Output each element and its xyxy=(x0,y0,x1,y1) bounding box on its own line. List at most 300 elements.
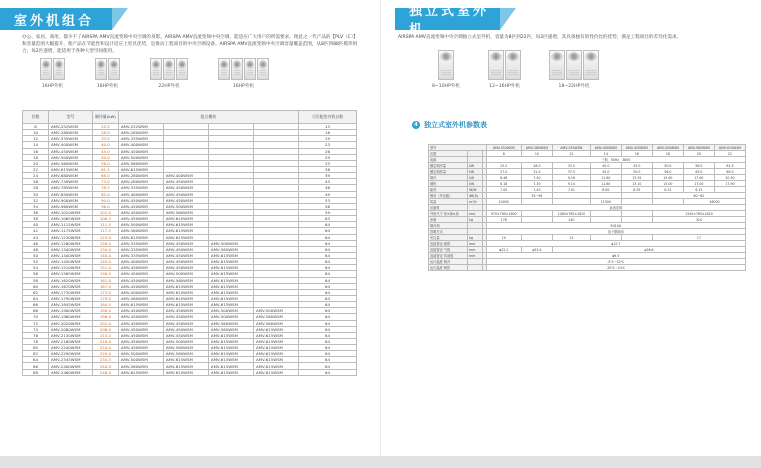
table-cell: AMV-450WSM xyxy=(163,197,208,203)
table-cell: AMV-615WSM xyxy=(208,369,253,375)
table-cell: 64 xyxy=(299,222,357,228)
spec-cell: 50.0 xyxy=(621,169,652,175)
spec-cell: 20 xyxy=(683,151,714,157)
table-cell: 70 xyxy=(23,314,49,320)
table-cell: AMV-1730WSM xyxy=(49,289,93,295)
table-cell: 246.0 xyxy=(93,369,119,375)
table-cell: AMV-450WSM xyxy=(118,148,163,154)
spec-cell: 10000 xyxy=(486,199,521,205)
spec-cell: 178 xyxy=(486,217,521,223)
table-cell: AMV-450WSM xyxy=(118,332,163,338)
table-cell: AMV-615WSM xyxy=(208,302,253,308)
table-cell: AMV-1400WSM xyxy=(49,252,93,258)
table-cell: AMV-560WSM xyxy=(253,320,298,326)
table-cell: AMV-560WSM xyxy=(163,345,208,351)
table-cell: AMV-500WSM xyxy=(208,308,253,314)
spec-cell: 风量 xyxy=(429,199,468,205)
table-cell: AMV-2240WSM xyxy=(49,345,93,351)
table-cell: AMV-560WSM xyxy=(253,314,298,320)
table-cell: AMV-450WSM xyxy=(118,265,163,271)
table-cell: 64 xyxy=(299,252,357,258)
spec-cell: 6.35 xyxy=(621,187,652,193)
table-cell: 96.0 xyxy=(93,203,119,209)
table-cell: AMV-500WSM xyxy=(118,222,163,228)
table-cell: 64 xyxy=(299,345,357,351)
table-cell: AMV-615WSM xyxy=(208,363,253,369)
spec-cell: kW xyxy=(468,169,483,175)
spec-cell: 充注量 xyxy=(429,235,468,241)
table-cell: AMV-335WSM xyxy=(49,136,93,142)
right-page-title: 独立式室外机 xyxy=(395,8,500,30)
left-unit-row xyxy=(40,58,277,89)
table-cell: AMV-615WSM xyxy=(208,332,253,338)
table-cell: AMV-450WSM xyxy=(118,326,163,332)
spec-cell: mm xyxy=(468,247,483,253)
spec-cell: 外形尺寸 宽×深×高 xyxy=(429,211,468,217)
table-cell: 50 xyxy=(23,252,49,258)
outdoor-unit-image xyxy=(150,58,188,80)
table-cell: AMV-560WSM xyxy=(118,160,163,166)
table-cell: AMV-1900WSM xyxy=(49,308,93,314)
table-cell: AMV-1280WSM xyxy=(49,240,93,246)
table-cell: 218.0 xyxy=(93,338,119,344)
table-cell: 48 xyxy=(23,246,49,252)
table-cell: AMV-615WSM xyxy=(163,222,208,228)
table-cell: AMV-400WSM xyxy=(118,191,163,197)
spec-cell: 6.15 xyxy=(652,187,683,193)
spec-cell: 电子膨胀阀 xyxy=(486,229,745,235)
spec-cell: mm xyxy=(468,211,483,217)
table-cell: AMV-2460WSM xyxy=(49,369,93,375)
table-cell: AMV-615WSM xyxy=(163,216,208,222)
table-cell: AMV-450WSM xyxy=(163,326,208,332)
table-cell: AMV-615WSM xyxy=(163,302,208,308)
table-cell: AMV-615WSM xyxy=(253,363,298,369)
table-cell: AMV-252WSM xyxy=(49,124,93,130)
spec-cell: 三相、50Hz、380V xyxy=(486,157,745,163)
spec-cell: 324 xyxy=(652,217,745,223)
spec-cell: 50.0 xyxy=(652,163,683,169)
spec-model-header: AMV-450WSM xyxy=(621,145,652,151)
table-cell: 68 xyxy=(23,308,49,314)
table-cell: AMV-615WSM xyxy=(163,357,208,363)
table-cell: AMV-615WSM xyxy=(163,234,208,240)
table-cell: 202.0 xyxy=(93,320,119,326)
column-header: 匹数 xyxy=(23,111,49,124)
table-cell: AMV-1790WSM xyxy=(49,295,93,301)
spec-cell: 40.0 xyxy=(590,163,621,169)
table-cell: AMV-1010WSM xyxy=(49,209,93,215)
table-cell: 16 xyxy=(299,130,357,136)
table-cell: 101.0 xyxy=(93,209,119,215)
spec-cell: dB(A) xyxy=(468,193,483,199)
unit-card xyxy=(488,50,521,89)
spec-cell: 25.2 xyxy=(486,163,521,169)
table-cell: AMV-615WSM xyxy=(253,357,298,363)
spec-cell: 17 xyxy=(652,235,745,241)
table-cell: 56 xyxy=(23,271,49,277)
table-cell: AMV-450WSM xyxy=(118,345,163,351)
table-cell: AMV-450WSM xyxy=(118,216,163,222)
spec-section-heading xyxy=(412,120,487,130)
table-cell: AMV-960WSM xyxy=(49,203,93,209)
section-number-icon: 4 xyxy=(412,121,420,129)
table-cell: AMV-560WSM xyxy=(208,246,253,252)
table-cell: 78 xyxy=(23,338,49,344)
spec-cell xyxy=(468,265,483,271)
table-cell: 74 xyxy=(23,326,49,332)
table-cell: 64 xyxy=(299,357,357,363)
table-cell: AMV-615WSM xyxy=(208,271,253,277)
spec-cell: 33.5 xyxy=(552,163,590,169)
spec-cell: W/W xyxy=(468,187,483,193)
spec-cell: 额定制冷量 xyxy=(429,163,468,169)
table-cell: AMV-500WSM xyxy=(118,154,163,160)
table-cell: 24 xyxy=(23,173,49,179)
table-cell: AMV-500WSM xyxy=(208,240,253,246)
unit-label: 22HP外机 xyxy=(158,84,180,89)
table-cell: 64 xyxy=(299,332,357,338)
table-cell: 28 xyxy=(23,185,49,191)
outdoor-unit-image xyxy=(549,50,599,80)
table-cell: 60 xyxy=(23,283,49,289)
table-cell: AMV-400WSM xyxy=(118,142,163,148)
right-page-intro: AIRSPA AMV直流变频中央空调独立式室外机，容量为8匹到22匹，每2匹递增，其具备独有的性价比的优势，满足工程项目的差异化需求。 xyxy=(398,35,682,40)
spec-cell: kg xyxy=(468,217,483,223)
table-cell: AMV-1610WSM xyxy=(49,277,93,283)
table-cell: AMV-615WSM xyxy=(253,338,298,344)
spec-cell: 11500 xyxy=(590,199,621,205)
spec-cell: φ22.2 xyxy=(486,247,521,253)
table-cell: 86 xyxy=(23,363,49,369)
table-cell: 64 xyxy=(299,320,357,326)
table-cell: AMV-615WSM xyxy=(253,345,298,351)
table-cell: AMV-2080WSM xyxy=(49,326,93,332)
spec-cell: φ9.5 xyxy=(486,253,745,259)
table-cell: 64 xyxy=(299,283,357,289)
table-cell: 167.0 xyxy=(93,283,119,289)
spec-cell: -5℃~52℃ xyxy=(486,259,745,265)
outdoor-unit-image xyxy=(95,58,120,80)
spec-cell: 31.5 xyxy=(521,169,552,175)
spec-cell: kW xyxy=(468,163,483,169)
table-cell: 140.0 xyxy=(93,252,119,258)
table-cell: AMV-450WSM xyxy=(118,203,163,209)
table-cell: AMV-335WSM xyxy=(118,240,163,246)
spec-cell: 11.60 xyxy=(590,175,621,181)
spec-cell: 8 xyxy=(486,151,521,157)
spec-cell: 18 xyxy=(652,151,683,157)
table-cell: AMV-615WSM xyxy=(163,369,208,375)
spec-cell: φ25.4 xyxy=(521,247,552,253)
table-cell: 44 xyxy=(23,234,49,240)
table-cell: 64 xyxy=(299,265,357,271)
table-cell: 73.0 xyxy=(93,179,119,185)
table-cell: 18 xyxy=(23,154,49,160)
table-cell: 64 xyxy=(299,259,357,265)
table-cell: 26 xyxy=(299,148,357,154)
table-cell: 14 xyxy=(23,142,49,148)
table-cell: AMV-500WSM xyxy=(208,314,253,320)
spec-cell: 13.10 xyxy=(621,181,652,187)
table-cell: AMV-1065WSM xyxy=(49,216,93,222)
right-unit-row xyxy=(432,50,607,89)
spec-cell: 16000 xyxy=(683,199,745,205)
table-cell: 40.0 xyxy=(93,142,119,148)
spec-cell: 噪音（声压级） xyxy=(429,193,468,199)
table-cell: 111.5 xyxy=(93,222,119,228)
spec-cell: 13.55 xyxy=(621,175,652,181)
spec-model-header: AMV-335WSM xyxy=(552,145,590,151)
table-cell: AMV-450WSM xyxy=(163,252,208,258)
table-cell: AMV-450WSM xyxy=(118,314,163,320)
table-cell: AMV-1960WSM xyxy=(49,314,93,320)
table-cell: 58 xyxy=(23,277,49,283)
spec-cell: kg xyxy=(468,235,483,241)
spec-cell: 14 xyxy=(590,151,621,157)
table-cell: 30 xyxy=(23,191,49,197)
table-cell: AMV-450WSM xyxy=(118,338,163,344)
spec-cell: 56.0 xyxy=(683,163,714,169)
spec-cell: R410A xyxy=(486,223,745,229)
table-cell: 80 xyxy=(23,345,49,351)
spec-cell: 69.0 xyxy=(714,169,745,175)
table-cell: 190.0 xyxy=(93,308,119,314)
spec-cell: 20.50 xyxy=(714,175,745,181)
unit-card xyxy=(40,58,65,89)
table-cell: 106.5 xyxy=(93,216,119,222)
table-cell: AMV-1175WSM xyxy=(49,228,93,234)
unit-label: 16HP外机 xyxy=(232,84,255,89)
table-cell: AMV-280WSM xyxy=(118,173,163,179)
table-cell: AMV-615WSM xyxy=(208,289,253,295)
table-cell: 64 xyxy=(299,289,357,295)
table-cell: 59 xyxy=(299,209,357,215)
table-cell: AMV-615WSM xyxy=(208,345,253,351)
column-header: 组合模块 xyxy=(118,111,298,124)
bottom-strip xyxy=(0,456,761,468)
spec-cell: kW xyxy=(468,181,483,187)
spec-table-body xyxy=(429,151,746,271)
table-cell: 8 xyxy=(23,124,49,130)
table-cell: AMV-615WSM xyxy=(118,302,163,308)
page-gutter xyxy=(380,0,381,456)
table-cell: 64 xyxy=(299,234,357,240)
spec-cell: kW xyxy=(468,175,483,181)
left-page-title: 室外机组合 xyxy=(0,8,112,30)
table-cell: AMV-2345WSM xyxy=(49,357,93,363)
table-cell: AMV-1340WSM xyxy=(49,246,93,252)
table-cell: 68.0 xyxy=(93,173,119,179)
table-cell: 52 xyxy=(23,259,49,265)
column-header: 可匹配室内机台数 xyxy=(299,111,357,124)
table-cell: 78.5 xyxy=(93,185,119,191)
unit-card xyxy=(432,50,460,89)
table-cell: 161.0 xyxy=(93,277,119,283)
spec-cell: 运行温度 制冷 xyxy=(429,259,468,265)
spec-cell: 6.46 xyxy=(486,175,521,181)
spec-cell: 17.00 xyxy=(683,181,714,187)
table-cell: AMV-450WSM xyxy=(163,320,208,326)
table-cell: 61.5 xyxy=(93,166,119,172)
spec-cell: 45.0 xyxy=(621,163,652,169)
table-cell: AMV-500WSM xyxy=(163,271,208,277)
table-cell: AMV-500WSM xyxy=(118,357,163,363)
spec-cell: 15.00 xyxy=(652,181,683,187)
table-cell: 151.0 xyxy=(93,265,119,271)
spec-model-header: AMV-615WSM xyxy=(714,145,745,151)
table-cell: 50.0 xyxy=(93,154,119,160)
spec-table xyxy=(428,144,746,271)
table-cell: AMV-785WSM xyxy=(49,185,93,191)
spec-cell: 7.01 xyxy=(552,187,590,193)
table-cell: AMV-615WSM xyxy=(163,295,208,301)
unit-card xyxy=(218,58,269,89)
title-bar-accent xyxy=(500,8,516,30)
table-cell: 46 xyxy=(23,240,49,246)
outdoor-unit-image xyxy=(40,58,65,80)
table-cell: AMV-615WSM xyxy=(208,277,253,283)
spec-cell: m³/h xyxy=(468,199,483,205)
table-cell: AMV-560WSM xyxy=(208,320,253,326)
spec-cell: 240 xyxy=(552,217,590,223)
table-cell: AMV-1565WSM xyxy=(49,271,93,277)
table-cell: 39 xyxy=(299,173,357,179)
spec-cell: 22 xyxy=(714,151,745,157)
table-cell: AMV-680WSM xyxy=(49,173,93,179)
table-cell: 28.0 xyxy=(93,130,119,136)
table-cell: 64 xyxy=(299,338,357,344)
spec-cell: 56.0 xyxy=(652,169,683,175)
table-cell: AMV-560WSM xyxy=(49,160,93,166)
spec-cell: 直流变频 xyxy=(486,205,745,211)
combination-table-body xyxy=(23,124,357,376)
table-cell: AMV-450WSM xyxy=(118,277,163,283)
table-cell: AMV-2180WSM xyxy=(49,338,93,344)
table-cell: 134.0 xyxy=(93,246,119,252)
table-cell: 240.0 xyxy=(93,363,119,369)
table-cell: 72 xyxy=(23,320,49,326)
spec-cell: 17.90 xyxy=(683,175,714,181)
table-cell: AMV-615WSM xyxy=(208,338,253,344)
table-cell: AMV-615WSM xyxy=(208,357,253,363)
table-cell: AMV-900WSM xyxy=(49,197,93,203)
table-cell: AMV-450WSM xyxy=(163,179,208,185)
table-cell: 224.0 xyxy=(93,345,119,351)
spec-cell: 7.00 xyxy=(486,187,521,193)
table-cell: 184.5 xyxy=(93,302,119,308)
unit-card xyxy=(150,58,188,89)
spec-cell: 28.0 xyxy=(521,163,552,169)
spec-header-cell: 型号 xyxy=(429,145,487,151)
table-cell: 64 xyxy=(299,228,357,234)
table-cell: AMV-615WSM xyxy=(253,326,298,332)
column-header: 制冷量(kW) xyxy=(93,111,119,124)
table-cell: 53 xyxy=(299,197,357,203)
unit-label: 16HP外机 xyxy=(41,84,64,89)
table-cell: 64 xyxy=(299,295,357,301)
table-cell: AMV-450WSM xyxy=(49,148,93,154)
table-cell: AMV-1230WSM xyxy=(49,234,93,240)
unit-card xyxy=(549,50,599,89)
spec-cell: 55~58 xyxy=(521,193,552,199)
table-cell: AMV-335WSM xyxy=(118,136,163,142)
table-cell: 88 xyxy=(23,369,49,375)
table-cell: AMV-450WSM xyxy=(118,209,163,215)
table-cell: AMV-2020WSM xyxy=(49,320,93,326)
table-cell: AMV-615WSM xyxy=(49,166,93,172)
table-cell: AMV-2130WSM xyxy=(49,332,93,338)
table-cell: AMV-560WSM xyxy=(163,277,208,283)
table-cell: 64 xyxy=(23,295,49,301)
spec-cell: φ28.6 xyxy=(552,247,745,253)
table-cell: AMV-450WSM xyxy=(163,240,208,246)
table-cell: 234.5 xyxy=(93,357,119,363)
table-cell: 64 xyxy=(299,369,357,375)
table-cell: AMV-1670WSM xyxy=(49,283,93,289)
table-cell: 64 xyxy=(299,308,357,314)
table-cell: 173.0 xyxy=(93,289,119,295)
unit-label: 8~10HP外机 xyxy=(432,84,461,89)
spec-cell: 额定制热量 xyxy=(429,169,468,175)
spec-cell: 1280×765×1620 xyxy=(552,211,590,217)
spec-cell: 9.16 xyxy=(552,175,590,181)
spec-cell: 制冷剂 xyxy=(429,223,468,229)
table-cell: AMV-500WSM xyxy=(163,203,208,209)
unit-label: 18HP外机 xyxy=(96,84,119,89)
table-cell: AMV-615WSM xyxy=(208,295,253,301)
table-cell: AMV-450WSM xyxy=(163,185,208,191)
spec-model-header: AMV-560WSM xyxy=(683,145,714,151)
table-cell: AMV-615WSM xyxy=(208,252,253,258)
unit-label: 12~16HP外机 xyxy=(489,84,520,89)
table-cell: 123.0 xyxy=(93,234,119,240)
table-cell: 128.0 xyxy=(93,240,119,246)
spec-cell: 11.60 xyxy=(590,181,621,187)
table-cell: 19 xyxy=(299,136,357,142)
table-cell: 12 xyxy=(23,136,49,142)
table-cell: AMV-560WSM xyxy=(163,209,208,215)
table-cell: AMV-450WSM xyxy=(163,259,208,265)
table-cell: AMV-615WSM xyxy=(163,289,208,295)
table-cell: AMV-615WSM xyxy=(253,332,298,338)
spec-cell: 10 xyxy=(486,235,521,241)
table-cell: 45.0 xyxy=(93,148,119,154)
spec-cell: 37.5 xyxy=(552,169,590,175)
table-cell: 117.5 xyxy=(93,228,119,234)
table-cell: 64 xyxy=(299,314,357,320)
table-cell: AMV-252WSM xyxy=(118,124,163,130)
table-cell: AMV-500WSM xyxy=(163,338,208,344)
left-page-intro: 办公、家居、商用，都少不了AIRSPA AMV直流变频中央空调的身影。AIRSPA AMV直流变频中央空调，能适应广大用户的所需要求。现此之一代产品的【PLV（C）】和容量范围大幅提升，使产品在节能性和设计适应上更具优势，是推动工程项目的中央空调设备。AIRSPA AMV直流变频中央空调容量覆盖范围，从8匹到88匹模块组合，每2匹递增，能适用于各种大型空间使用。 xyxy=(22,35,358,54)
table-cell: AMV-615WSM xyxy=(163,228,208,234)
table-cell: AMV-1450WSM xyxy=(49,259,93,265)
table-cell: 85.0 xyxy=(93,191,119,197)
table-cell: AMV-615WSM xyxy=(208,265,253,271)
table-cell: AMV-400WSM xyxy=(49,142,93,148)
spec-cell: 7.40 xyxy=(521,187,552,193)
column-header: 型号 xyxy=(49,111,93,124)
table-cell: 76 xyxy=(23,332,49,338)
table-cell: 196.0 xyxy=(93,314,119,320)
table-cell: 38 xyxy=(23,216,49,222)
table-cell: AMV-615WSM xyxy=(253,351,298,357)
table-cell: AMV-450WSM xyxy=(118,308,163,314)
unit-card xyxy=(95,58,120,89)
table-cell: AMV-1510WSM xyxy=(49,265,93,271)
table-cell: AMV-500WSM xyxy=(118,289,163,295)
table-cell: AMV-850WSM xyxy=(49,191,93,197)
